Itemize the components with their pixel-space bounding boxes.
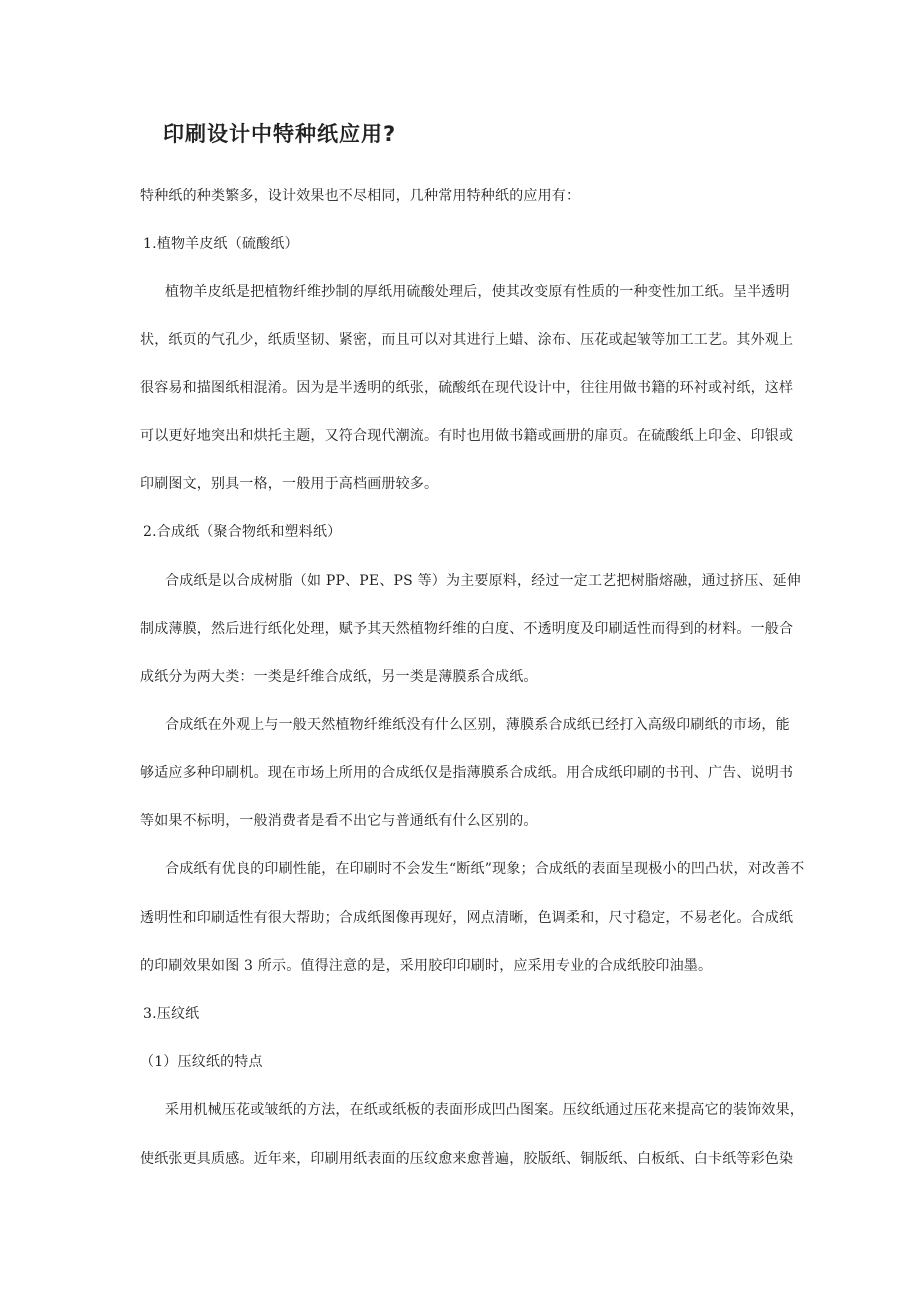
section-heading-1: 1.植物羊皮纸（硫酸纸） <box>143 236 299 252</box>
paragraph-line: 合成纸是以合成树脂（如 PP、PE、PS 等）为主要原料，经过一定工艺把树脂熔融，通过挤压、延伸 <box>165 573 801 589</box>
paragraph-line: 印刷图文，别具一格，一般用于高档画册较多。 <box>140 476 439 492</box>
section-heading-3: 3.压纹纸 <box>143 1006 200 1022</box>
section-heading-2: 2.合成纸（聚合物纸和塑料纸） <box>143 524 342 540</box>
paragraph-line: 的印刷效果如图 3 所示。值得注意的是，采用胶印印刷时，应采用专业的合成纸胶印油墨。 <box>140 958 713 974</box>
paragraph-line: 等如果不标明，一般消费者是看不出它与普通纸有什么区别的。 <box>140 813 538 829</box>
paragraph-line: 可以更好地突出和烘托主题，又符合现代潮流。有时也用做书籍或画册的扉页。在硫酸纸上印金、印银或 <box>140 428 794 444</box>
paragraph-line: 使纸张更具质感。近年来，印刷用纸表面的压纹愈来愈普遍，胶版纸、铜版纸、白板纸、白卡纸等彩色染 <box>140 1151 794 1167</box>
paragraph-line: 合成纸有优良的印刷性能，在印刷时不会发生“断纸”现象；合成纸的表面呈现极小的凹凸状，对改善不 <box>165 861 805 877</box>
document-title: 印刷设计中特种纸应用? <box>163 122 397 146</box>
paragraph-line: 够适应多种印刷机。现在市场上所用的合成纸仅是指薄膜系合成纸。用合成纸印刷的书刊、广告、说明书 <box>140 765 794 781</box>
intro-text: 特种纸的种类繁多，设计效果也不尽相同，几种常用特种纸的应用有： <box>140 188 581 204</box>
paragraph-line: 采用机械压花或皱纸的方法，在纸或纸板的表面形成凹凸图案。压纹纸通过压花来提高它的装饰效果， <box>165 1102 804 1118</box>
paragraph-line: 状，纸页的气孔少，纸质坚韧、紧密，而且可以对其进行上蜡、涂布、压花或起皱等加工工艺。其外观上 <box>140 332 794 348</box>
paragraph-line: 成纸分为两大类：一类是纤维合成纸，另一类是薄膜系合成纸。 <box>140 669 538 685</box>
subsection-heading: （1）压纹纸的特点 <box>140 1054 263 1070</box>
paragraph-line: 制成薄膜，然后进行纸化处理，赋予其天然植物纤维的白度、不透明度及印刷适性而得到的材料。一般合 <box>140 621 794 637</box>
paragraph-line: 植物羊皮纸是把植物纤维抄制的厚纸用硫酸处理后，使其改变原有性质的一种变性加工纸。呈半透明 <box>165 284 790 300</box>
paragraph-line: 很容易和描图纸相混淆。因为是半透明的纸张，硫酸纸在现代设计中，往往用做书籍的环衬或衬纸，这样 <box>140 380 794 396</box>
paragraph-line: 合成纸在外观上与一般天然植物纤维纸没有什么区别，薄膜系合成纸已经打入高级印刷纸的市场，能 <box>165 717 790 733</box>
paragraph-line: 透明性和印刷适性有很大帮助；合成纸图像再现好，网点清晰，色调柔和，尺寸稳定，不易老化。合成纸 <box>140 910 794 926</box>
